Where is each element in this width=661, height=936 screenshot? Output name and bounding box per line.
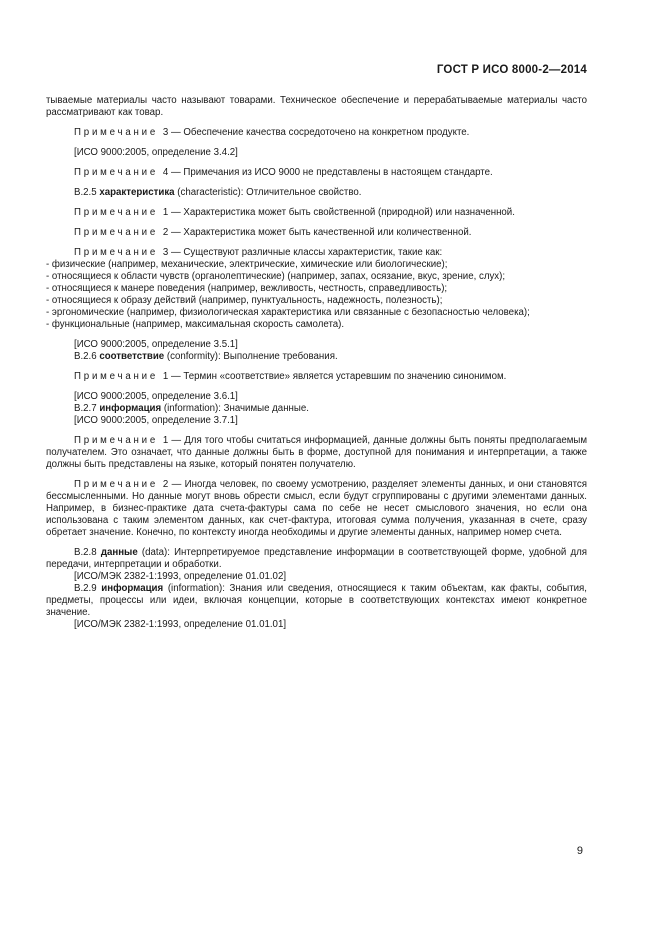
term-name: соответствие: [99, 351, 165, 362]
running-header: ГОСТ Р ИСО 8000-2—2014: [436, 64, 587, 76]
ref: [ИСО 9000:2005, определение 3.5.1]: [74, 339, 238, 350]
note-label: Примечание: [74, 371, 159, 382]
ref: [ИСО 9000:2005, определение 3.4.2]: [74, 147, 238, 158]
note-label: Примечание: [74, 227, 159, 238]
note-label: Примечание: [74, 479, 159, 490]
term-name: характеристика: [99, 187, 175, 198]
note-label: Примечание: [74, 247, 159, 258]
note: Примечание 3 — Обеспечение качества сосредоточено на конкретном продукте.: [74, 127, 470, 138]
list-item: - относящиеся к образу действий (например, пунктуальность, надежность, полезность);: [46, 295, 443, 306]
term: В.2.8 данные (data): Интерпретируемое представление информации в соответствующей форме, удобной для передачи, интерпретации и обработки.: [46, 547, 587, 570]
list-item: - относящиеся к манере поведения (например, вежливость, честность, справедливость);: [46, 283, 448, 294]
term: В.2.5 характеристика (characteristic): Отличительное свойство.: [74, 187, 362, 198]
note: Примечание 3 — Существуют различные классы характеристик, такие как:: [74, 247, 443, 258]
term-name: информация: [99, 403, 162, 414]
note-label: Примечание: [74, 435, 159, 446]
term: В.2.9 информация (information): Знания или сведения, относящиеся к таким объектам, как факты, события, предметы, процессы или идеи, включая концепции, которые в соответствующих контекстах имеют конкретное значение.: [46, 583, 587, 618]
ref: [ИСО/МЭК 2382-1:1993, определение 01.01.02]: [74, 571, 287, 582]
term: В.2.7 информация (information): Значимые данные.: [74, 403, 309, 414]
note-label: Примечание: [74, 207, 159, 218]
page-number: 9: [576, 845, 583, 857]
note: Примечание 1 — Характеристика может быть свойственной (природной) или назначенной.: [74, 207, 515, 218]
note: Примечание 1 — Для того чтобы считаться информацией, данные должны быть поняты предполагаемым получателем. Это означает, что данные должны быть в форме, доступной для понимания и интерпретации, а также должны быть представлены на языке, который понятен получателю.: [46, 435, 587, 470]
note-label: Примечание: [74, 127, 159, 138]
ref: [ИСО/МЭК 2382-1:1993, определение 01.01.01]: [74, 619, 287, 630]
list-item: - эргономические (например, физиологическая характеристика или связанные с безопасностью человека);: [46, 307, 530, 318]
note: Примечание 4 — Примечания из ИСО 9000 не представлены в настоящем стандарте.: [74, 167, 493, 178]
list-item: - физические (например, механические, электрические, химические или биологические);: [46, 259, 448, 270]
note: Примечание 2 — Иногда человек, по своему усмотрению, разделяет элементы данных, и они становятся бессмысленными. Но данные могут вновь обрести смысл, если будут сгруппированы с другими элементами данных. Например, в бизнес-практике дата счета-фактуры сама по себе не несет смыслового значения, но если она использована с таким элементом данных, как счет-фактура, итоговая сумма получения, указанная в счете, сразу обретает значение. Конечно, по контексту иногда необходимы и другие элементы данных, например номер счета.: [46, 479, 587, 538]
term-name: данные: [100, 547, 138, 558]
term: В.2.6 соответствие (conformity): Выполнение требования.: [74, 351, 338, 362]
ref: [ИСО 9000:2005, определение 3.6.1]: [74, 391, 238, 402]
list-item: - функциональные (например, максимальная скорость самолета).: [46, 319, 345, 330]
term-name: информация: [101, 583, 164, 594]
note-label: Примечание: [74, 167, 159, 178]
list-item: - относящиеся к области чувств (органолептические) (например, запах, осязание, вкус, зрение, слух);: [46, 271, 506, 282]
body-paragraph: тываемые материалы часто называют товарами. Техническое обеспечение и перерабатываемые материалы часто рассматривают как товар.: [46, 95, 587, 118]
ref: [ИСО 9000:2005, определение 3.7.1]: [74, 415, 238, 426]
note: Примечание 2 — Характеристика может быть качественной или количественной.: [74, 227, 472, 238]
note: Примечание 1 — Термин «соответствие» является устаревшим по значению синонимом.: [74, 371, 507, 382]
document-body: [46, 95, 587, 631]
